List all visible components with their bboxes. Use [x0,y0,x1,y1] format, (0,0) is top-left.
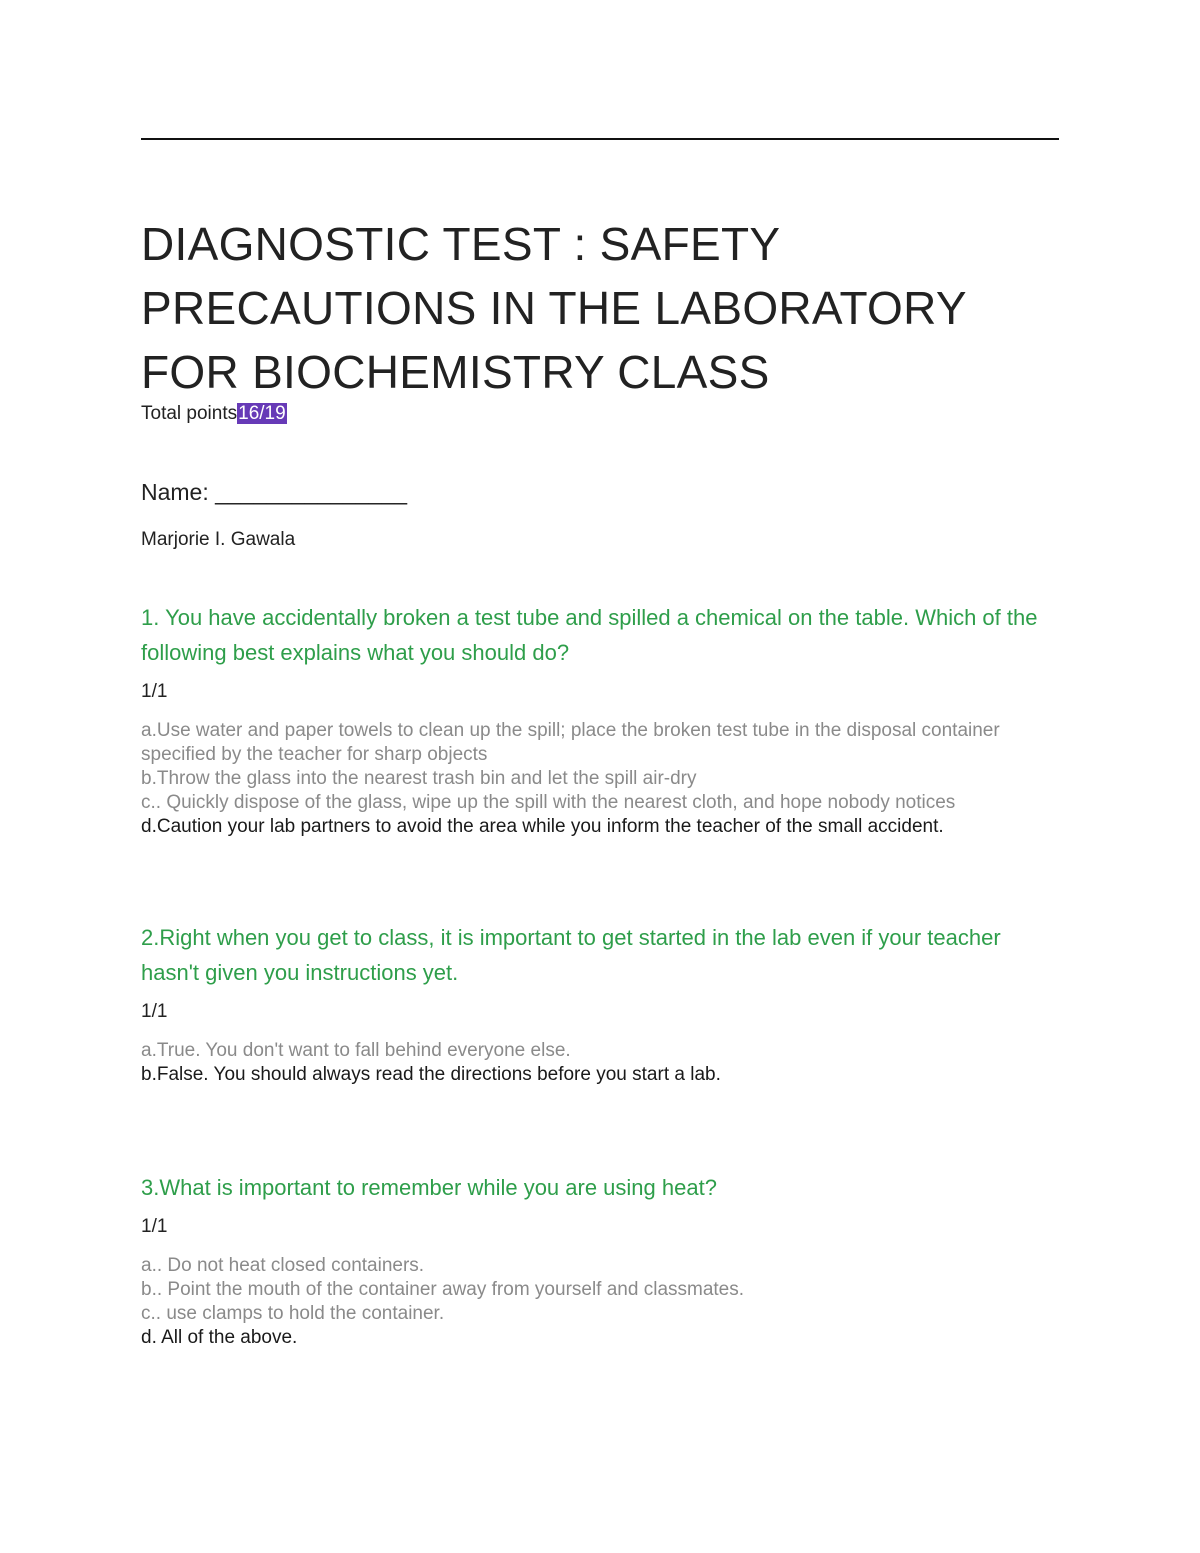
question-1-score: 1/1 [141,681,168,702]
name-field-label: Name: _______________ [141,479,408,505]
question-1-text: 1. You have accidentally broken a test tube and spilled a chemical on the table. Which of the following best explains what you should do? [141,605,1038,665]
question-1-option-a: a.Use water and paper towels to clean up the spill; place the broken test tube in the disposal container specified by the teacher for sharp objects [141,720,1000,765]
question-2-option-a: a.True. You don't want to fall behind everyone else. [141,1040,571,1061]
question-2-text: 2.Right when you get to class, it is important to get started in the lab even if your teacher hasn't given you instructions yet. [141,925,1001,985]
score-badge: 16/19 [238,403,286,424]
question-1 [141,600,1059,839]
question-2-score: 1/1 [141,1001,168,1022]
page-title: DIAGNOSTIC TEST : SAFETY PRECAUTIONS IN THE LABORATORY FOR BIOCHEMISTRY CLASS [141,218,966,398]
question-3-option-b: b.. Point the mouth of the container away from yourself and classmates. [141,1279,745,1300]
student-name: Marjorie I. Gawala [141,529,296,550]
question-1-option-c: c.. Quickly dispose of the glass, wipe up the spill with the nearest cloth, and hope nobody notices [141,792,956,813]
question-3-option-d-selected: d. All of the above. [141,1327,298,1348]
question-1-option-b: b.Throw the glass into the nearest trash bin and let the spill air-dry [141,768,697,789]
question-2-option-b-selected: b.False. You should always read the directions before you start a lab. [141,1064,721,1085]
question-1-options [141,719,1059,839]
question-3-options [141,1254,1059,1350]
question-2 [141,920,1059,1087]
total-points-label: Total points [141,403,238,424]
question-1-option-d-selected: d.Caution your lab partners to avoid the area while you inform the teacher of the small accident. [141,816,944,837]
question-3 [141,1170,1059,1350]
question-3-option-a: a.. Do not heat closed containers. [141,1255,425,1276]
question-2-options [141,1039,1059,1087]
question-3-text: 3.What is important to remember while you are using heat? [141,1175,717,1200]
question-3-score: 1/1 [141,1216,168,1237]
top-divider [141,138,1059,140]
question-3-option-c: c.. use clamps to hold the container. [141,1303,445,1324]
total-points [141,402,287,426]
